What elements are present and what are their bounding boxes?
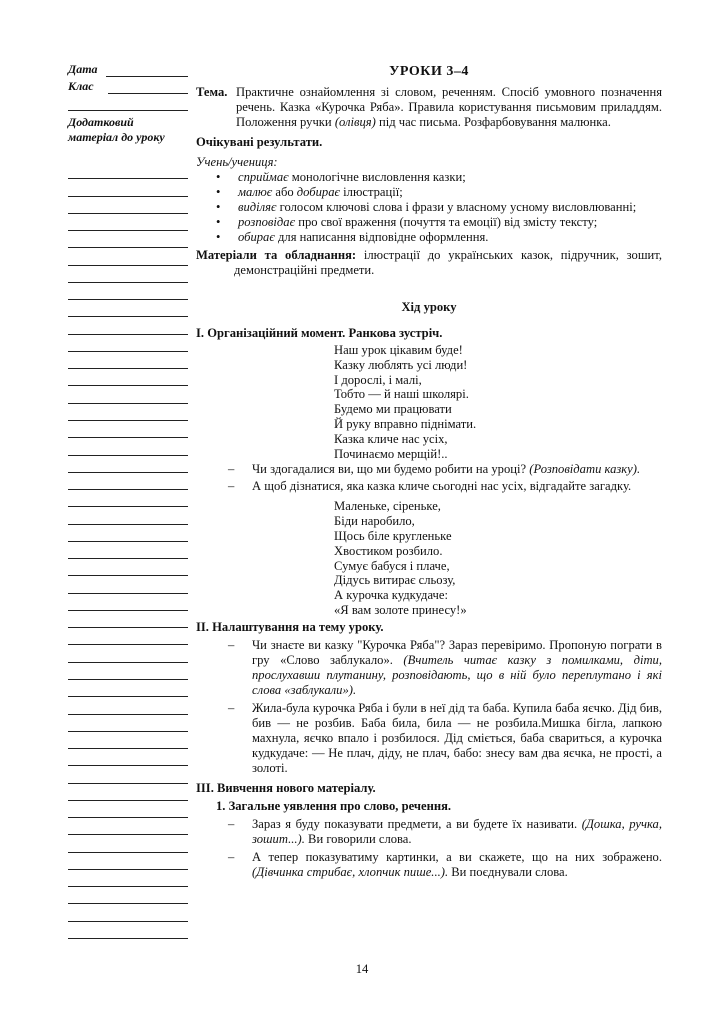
- poem-line: Тобто — й наші школярі.: [334, 387, 469, 402]
- poem-line: Починаємо мерщій!..: [334, 446, 448, 461]
- materials-text: ілюстрації до українських казок, підручник, зошит, демонстраційні предмети.: [234, 248, 662, 277]
- poem-line: Будемо ми працювати: [334, 402, 452, 417]
- dash-mark: –: [228, 479, 235, 494]
- result-item: [216, 170, 662, 185]
- dialogue-item: [196, 701, 662, 776]
- margin-ruled-line: [68, 490, 188, 507]
- margin-ruled-line: [68, 369, 188, 386]
- topic-block: [196, 85, 662, 130]
- result-item: [216, 230, 662, 245]
- margin-ruled-line: [68, 231, 188, 248]
- margin-ruled-line: [68, 179, 188, 196]
- s3-p2-note: (Дівчинка стрибає, хлопчик пише...).: [252, 864, 449, 879]
- date-line: [106, 66, 188, 77]
- poem-line: Казка кличе нас усіх,: [334, 431, 448, 446]
- margin-ruled-line: [68, 715, 188, 732]
- result-rest: монологічне висловлення казки;: [288, 170, 466, 184]
- results-list: [196, 170, 662, 245]
- margin-ruled-line: [68, 162, 188, 179]
- results-heading: Очікувані результати.: [196, 135, 323, 149]
- margin-ruled-line: [68, 801, 188, 818]
- result-rest: про свої враження (почуття та емоції) від змісту тексту;: [295, 215, 598, 229]
- margin-ruled-line: [68, 542, 188, 559]
- riddle-line: «Я вам золоте принесу!»: [334, 602, 467, 617]
- poem: [196, 343, 662, 461]
- margin-ruled-line: [68, 386, 188, 403]
- riddle: [196, 499, 662, 617]
- dialogue-text: [252, 850, 662, 880]
- margin-divider: [68, 110, 188, 111]
- page-number: 14: [355, 962, 369, 976]
- class-line: [108, 83, 188, 94]
- poem-line: Й руку вправно піднімати.: [334, 416, 477, 431]
- main-content: [196, 64, 662, 880]
- margin-ruled-line: [68, 628, 188, 645]
- riddle-line: Сумує бабуся і плаче,: [334, 558, 450, 573]
- q1-text: Чи здогадалися ви, що ми будемо робити на уроці?: [252, 462, 527, 477]
- topic-note: (олівця): [334, 115, 376, 129]
- class-label: Клас: [68, 79, 94, 93]
- result-mid: або: [272, 185, 297, 199]
- result-verb: розповідає: [238, 215, 296, 229]
- date-row: [68, 63, 188, 77]
- margin-ruled-line: [68, 421, 188, 438]
- margin-ruled-line: [68, 611, 188, 628]
- margin-ruled-line: [68, 853, 188, 870]
- margin-ruled-line: [68, 645, 188, 662]
- margin-ruled-line: [68, 214, 188, 231]
- margin-ruled-line: [68, 732, 188, 749]
- s3-p1-note: (Дошка, ручка, зошит...).: [252, 816, 662, 846]
- margin-ruled-line: [68, 404, 188, 421]
- margin-ruled-line: [68, 749, 188, 766]
- margin-ruled-line: [68, 300, 188, 317]
- result-verb: обирає: [238, 230, 275, 244]
- extra-title-line2: матеріал до уроку: [68, 130, 165, 144]
- margin-ruled-line: [68, 352, 188, 369]
- margin-ruled-line: [68, 870, 188, 887]
- s3-p2-text: А тепер показуватиму картинки, а ви скажете, що на них зображено.: [252, 849, 662, 864]
- section1-heading: І. Організаційний момент. Ранкова зустріч.: [196, 326, 443, 340]
- dialogue-text: А щоб дізнатися, яка казка кличе сьогодні нас усіх, відгадайте загадку.: [252, 479, 632, 494]
- dialogue-item: [196, 462, 662, 477]
- margin-ruled-line: [68, 456, 188, 473]
- topic-text-main: Практичне ознайомлення зі словом, реченням. Спосіб умовного позначення речень. Казка «Курочка Ряба». Правила користування письмовим приладдям. Положення ручки: [236, 85, 662, 129]
- margin-ruled-line: [68, 525, 188, 542]
- s3-p2-end: Ви поєднували слова.: [451, 864, 568, 879]
- section3-heading: ІІІ. Вивчення нового матеріалу.: [196, 780, 376, 795]
- margin-ruled-line: [68, 438, 188, 455]
- dash-mark: –: [228, 637, 235, 652]
- margin-ruled-line: [68, 335, 188, 352]
- topic-text: [236, 85, 662, 130]
- dialogue-item: [196, 850, 662, 880]
- poem-line: Казку люблять усі люди!: [334, 357, 468, 372]
- margin-ruled-line: [68, 576, 188, 593]
- page-title: УРОКИ 3–4: [389, 64, 469, 79]
- result-item: [216, 215, 662, 230]
- dialogue-text: [252, 817, 662, 847]
- riddle-line: Щось біле кругленьке: [334, 528, 452, 543]
- margin-ruled-line: [68, 887, 188, 904]
- margin-ruled-line: [68, 784, 188, 801]
- riddle-line: Дідусь витирає сльозу,: [334, 573, 456, 588]
- dialogue-item: [196, 817, 662, 847]
- riddle-line: А курочка кудкудаче:: [334, 588, 448, 603]
- result-item: [216, 185, 662, 200]
- margin-ruled-line: [68, 663, 188, 680]
- margin-ruled-line: [68, 559, 188, 576]
- results-subject: Учень/учениця:: [196, 155, 278, 169]
- poem-line: Наш урок цікавим буде!: [334, 343, 463, 357]
- margin-ruled-line: [68, 818, 188, 835]
- materials-label: Матеріали та обладнання:: [196, 248, 357, 262]
- dialogue-text: [252, 638, 662, 698]
- margin-column: [68, 63, 188, 145]
- poem-line: І дорослі, і малі,: [334, 372, 422, 387]
- riddle-line: Маленьке, сіреньке,: [334, 499, 441, 514]
- margin-ruled-line: [68, 680, 188, 697]
- riddle-line: Біди наробило,: [334, 514, 415, 529]
- margin-ruled-line: [68, 922, 188, 939]
- margin-notes-lines: [68, 162, 188, 939]
- topic-text-end: під час письма. Розфарбовування малюнка.: [378, 115, 611, 129]
- result-rest: ілюстрації;: [340, 185, 403, 199]
- result-verb2: добирає: [296, 185, 341, 199]
- q1-note: (Розповідати казку).: [529, 462, 641, 477]
- extra-title-line1: Додатковий: [68, 115, 134, 129]
- section3-subheading: 1. Загальне уявлення про слово, речення.: [216, 798, 452, 813]
- dash-mark: –: [228, 816, 235, 831]
- margin-ruled-line: [68, 266, 188, 283]
- margin-ruled-line: [68, 594, 188, 611]
- result-verb: малює: [238, 185, 273, 199]
- s3-p1-end: Ви говорили слова.: [308, 831, 412, 846]
- topic-label: Тема.: [196, 85, 228, 99]
- margin-ruled-line: [68, 507, 188, 524]
- materials-block: [196, 248, 662, 278]
- dialogue-text: [252, 462, 662, 477]
- margin-ruled-line: [68, 904, 188, 921]
- result-item: [216, 200, 662, 215]
- class-row: [68, 80, 188, 94]
- section2-heading: ІІ. Налаштування на тему уроку.: [196, 619, 384, 634]
- result-verb: виділяє: [238, 200, 277, 214]
- dash-mark: –: [228, 700, 235, 715]
- dialogue-text: Жила-була курочка Ряба і були в неї дід та баба. Купила баба яєчко. Дід бив, бив — не розбив. Баба била, била — не розбила.Мишка бігла, лапкою махнула, яєчко впало і розбилося. Дід сміється, баба свариться, а курочка кудкудаче: — Не плач, діду, не плач, бабо: знесу вам два яєчка, не прості, а золоті.: [252, 700, 662, 775]
- margin-ruled-line: [68, 766, 188, 783]
- margin-ruled-line: [68, 697, 188, 714]
- date-label: Дата: [68, 62, 98, 76]
- dialogue-item: [196, 479, 662, 494]
- margin-ruled-line: [68, 248, 188, 265]
- riddle-line: Хвостиком розбило.: [334, 543, 443, 558]
- margin-ruled-line: [68, 473, 188, 490]
- s2-p1-text: Чи знаєте ви казку "Курочка Ряба"? Зараз перевіримо. Пропоную пограти в гру «Слово заблукало».: [252, 637, 662, 667]
- lesson-heading: Хід уроку: [401, 300, 457, 314]
- dialogue-item: [196, 638, 662, 698]
- margin-ruled-line: [68, 283, 188, 300]
- result-rest: для написання відповідне оформлення.: [274, 230, 489, 244]
- result-rest: голосом ключові слова і фрази у власному усному висловлюванні;: [276, 200, 637, 214]
- result-verb: сприймає: [238, 170, 289, 184]
- s3-p1-text: Зараз я буду показувати предмети, а ви будете їх називати.: [252, 816, 578, 831]
- extra-material-title: [68, 115, 188, 145]
- margin-ruled-line: [68, 835, 188, 852]
- dash-mark: –: [228, 462, 235, 477]
- margin-ruled-line: [68, 197, 188, 214]
- margin-ruled-line: [68, 317, 188, 334]
- s2-p1-note: (Вчитель читає казку з помилками, діти, прослухавши плутанину, розповідають, що в ній було переплутано і які слова «заблукали»).: [252, 652, 662, 697]
- dash-mark: –: [228, 849, 235, 864]
